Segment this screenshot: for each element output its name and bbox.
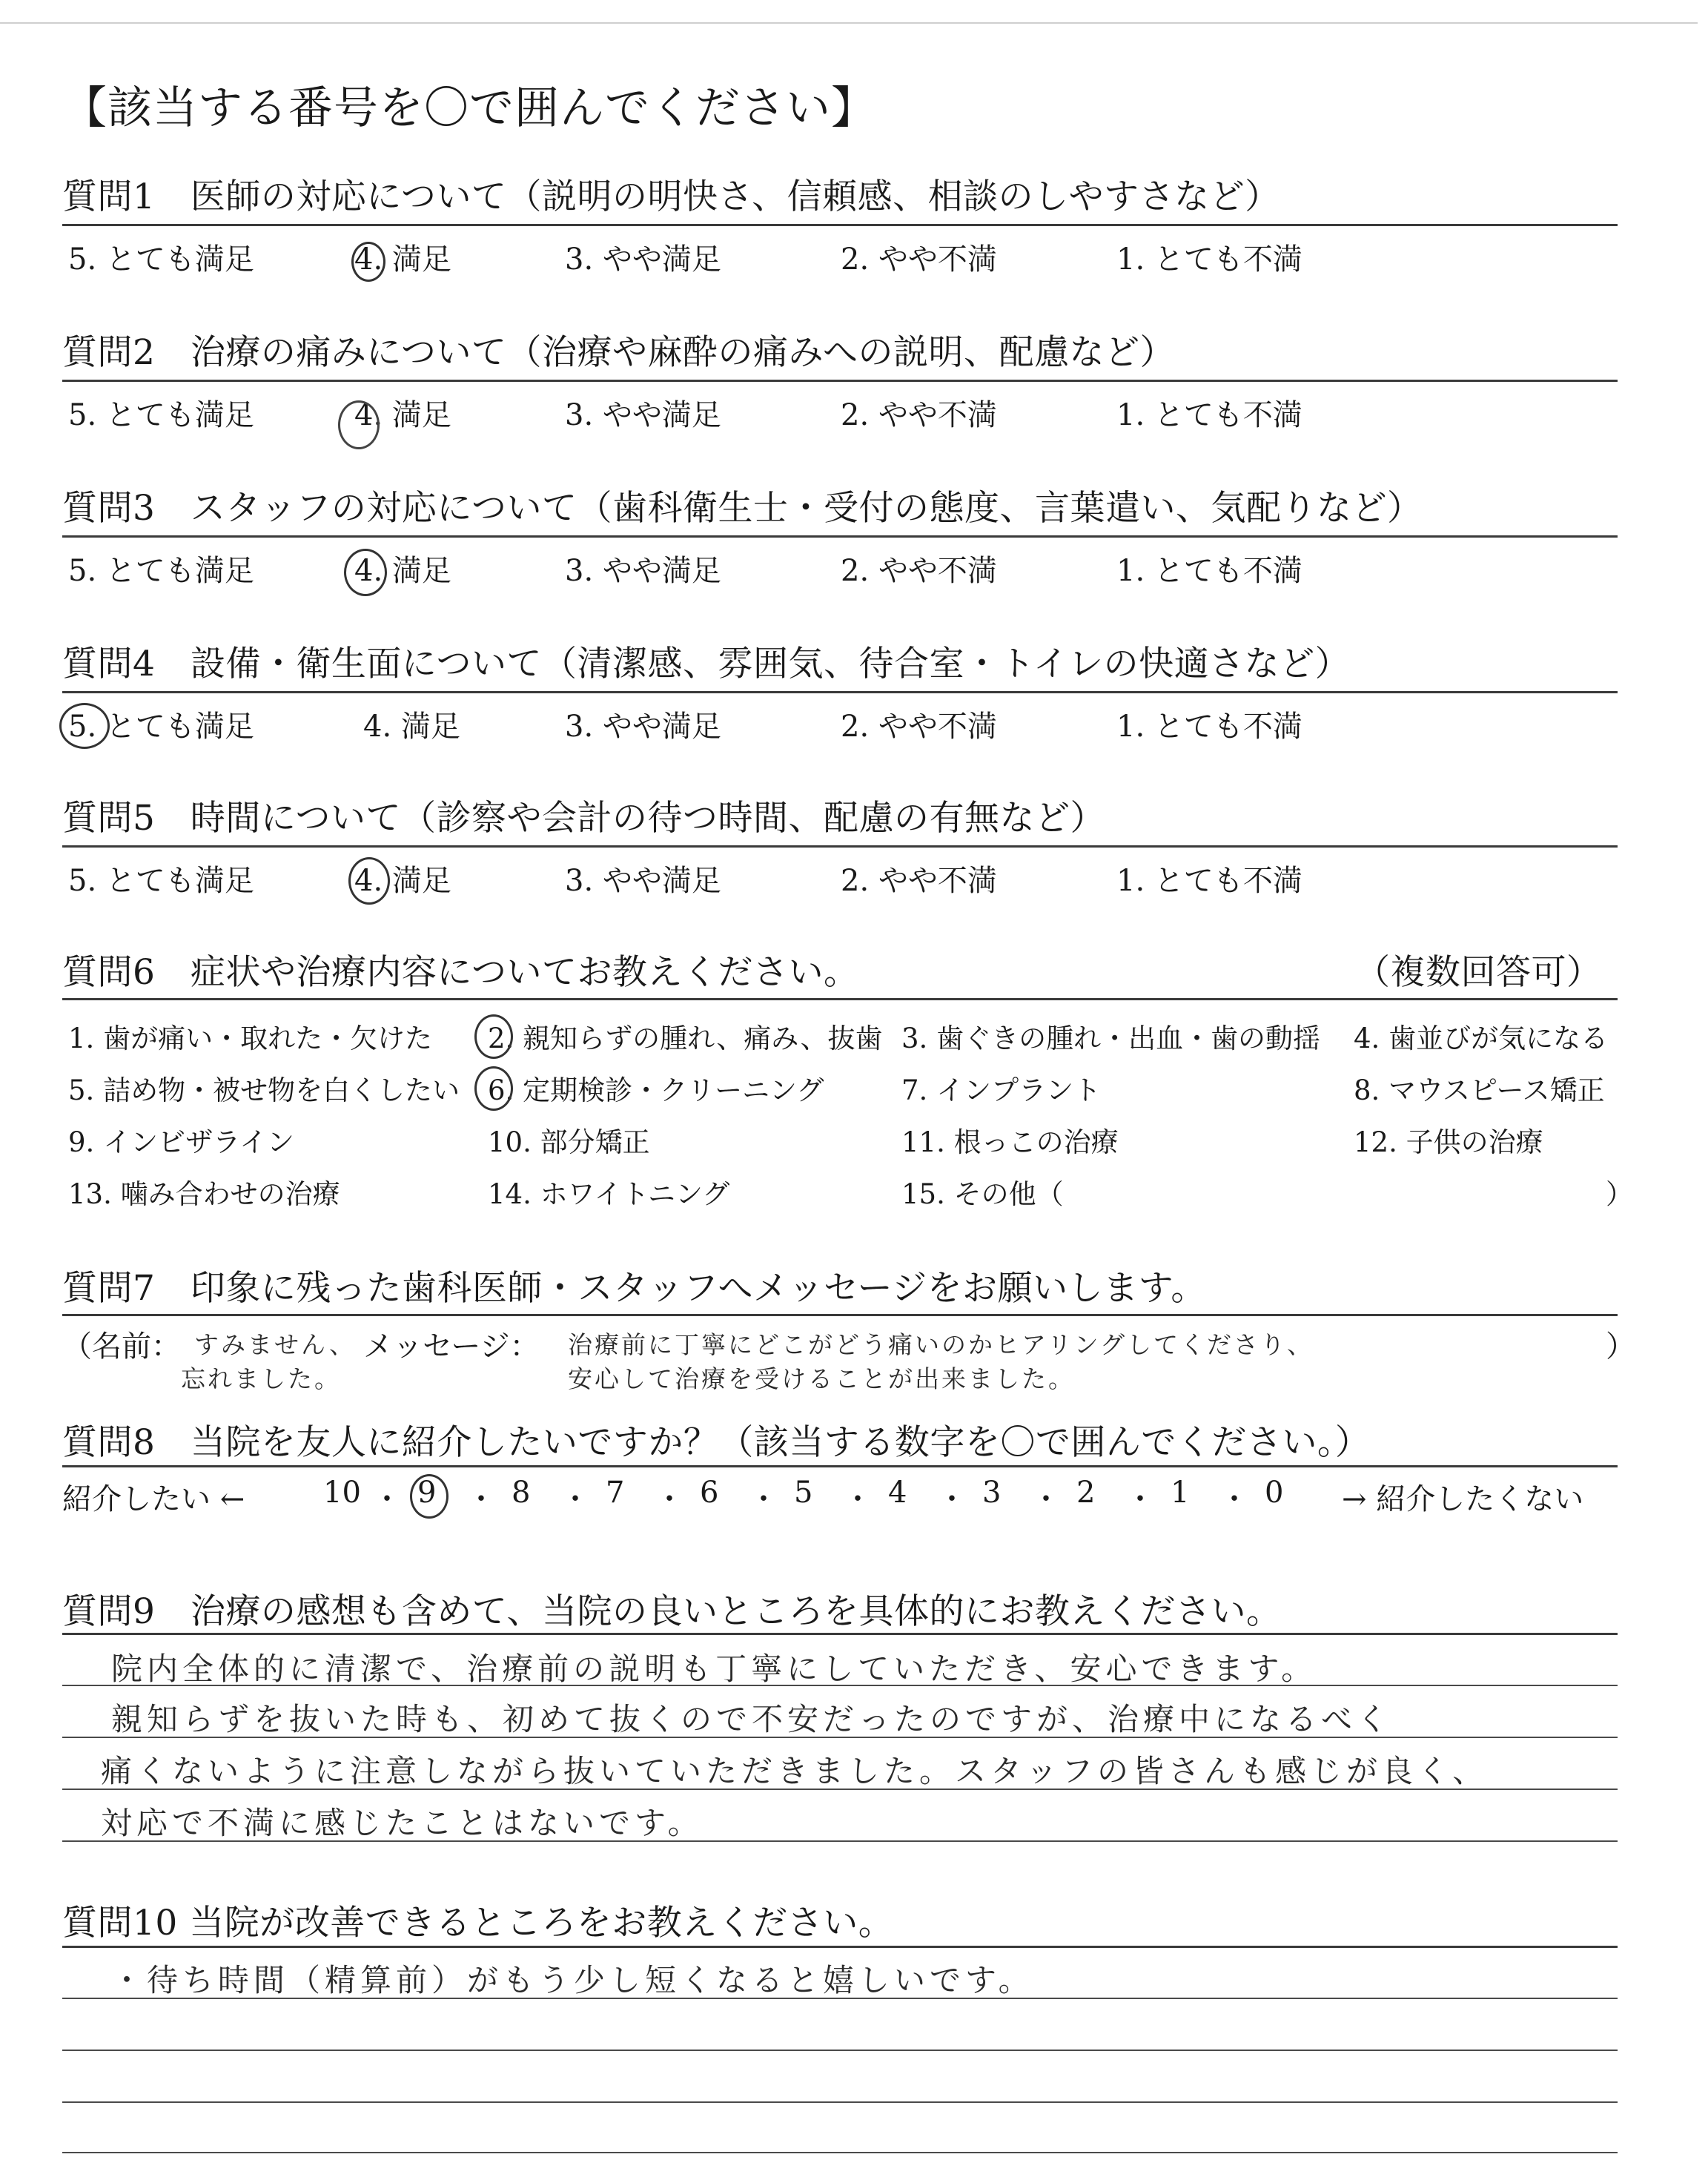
q9-title: 質問9 治療の感想も含めて、当院の良いところを具体的にお教えください。 (62, 1591, 1282, 1632)
q5-option-5[interactable]: 5. とても満足 (68, 864, 254, 898)
q6-rule (62, 998, 1618, 1000)
q8-scale-separator: ・ (466, 1482, 496, 1516)
q2-title: 質問2 治療の痛みについて（治療や麻酔の痛みへの説明、配慮など） (62, 332, 1176, 373)
q8-scale-separator: ・ (1031, 1482, 1061, 1516)
q2-rule (62, 380, 1618, 382)
q7-name-label: （名前： (62, 1330, 181, 1364)
q7-close: ） (1606, 1330, 1635, 1364)
q4-option-1[interactable]: 1. とても不満 (1116, 710, 1302, 744)
q8-scale-9[interactable]: 9 (417, 1476, 437, 1510)
q5-option-4[interactable]: 4. 満足 (354, 864, 451, 898)
q7-name-line2: 忘れました。 (181, 1364, 341, 1393)
q8-selection-circle (410, 1474, 448, 1519)
q8-scale-5[interactable]: 5 (794, 1476, 813, 1510)
q4-option-3[interactable]: 3. やや満足 (565, 710, 721, 744)
q3-option-1[interactable]: 1. とても不満 (1116, 554, 1302, 588)
q3-option-5[interactable]: 5. とても満足 (68, 554, 254, 588)
q6-option-9[interactable]: 9. インビザライン (68, 1126, 294, 1158)
q6-option-12[interactable]: 12. 子供の治療 (1354, 1126, 1543, 1158)
q10-answer-line-1: ・待ち時間（精算前）がもう少し短くなると嬉しいです。 (111, 1962, 1034, 1998)
q8-title: 質問8 当院を友人に紹介したいですか？（該当する数字を〇で囲んでください。） (62, 1422, 1371, 1463)
q8-scale-1[interactable]: 1 (1171, 1476, 1190, 1510)
q1-option-4[interactable]: 4. 満足 (354, 242, 451, 277)
q7-title: 質問7 印象に残った歯科医師・スタッフへメッセージをお願いします。 (62, 1268, 1206, 1309)
q3-option-4[interactable]: 4. 満足 (354, 554, 451, 588)
q3-rule (62, 535, 1618, 538)
q8-scale-separator: ・ (749, 1482, 778, 1516)
q4-option-5[interactable]: 5. とても満足 (68, 710, 254, 744)
q4-option-4[interactable]: 4. 満足 (363, 710, 460, 744)
q6-note: （複数回答可） (1355, 952, 1602, 993)
q6-option-7[interactable]: 7. インプラント (901, 1074, 1102, 1106)
q9-rule-0 (62, 1633, 1618, 1635)
q10-rule-0 (62, 1946, 1618, 1948)
q2-option-3[interactable]: 3. やや満足 (565, 398, 721, 432)
q7-rule (62, 1314, 1618, 1316)
q7-name-line1: すみません、 (194, 1330, 356, 1359)
q6-title: 質問6 症状や治療内容についてお教えください。 (62, 952, 859, 993)
q6-option-5[interactable]: 5. 詰め物・被せ物を白くしたい (68, 1074, 460, 1106)
q5-rule (62, 845, 1618, 848)
q7-message-line2: 安心して治療を受けることが出来ました。 (568, 1364, 1075, 1393)
q2-option-2[interactable]: 2. やや不満 (841, 398, 997, 432)
q6-option-6[interactable]: 6. 定期検診・クリーニング (488, 1074, 824, 1106)
q4-selection-circle (59, 703, 110, 749)
q9-answer-line-4: 対応で不満に感じたことはないです。 (101, 1805, 704, 1841)
q4-title: 質問4 設備・衛生面について（清潔感、雰囲気、待合室・トイレの快適さなど） (62, 644, 1351, 684)
q2-option-1[interactable]: 1. とても不満 (1116, 398, 1302, 432)
q7-message-line1: 治療前に丁寧にどこがどう痛いのかヒアリングしてくださり、 (568, 1330, 1314, 1359)
q1-option-3[interactable]: 3. やや満足 (565, 242, 721, 277)
q6-option-15-close: ） (1606, 1178, 1633, 1210)
page-heading: 【該当する番号を〇で囲んでください】 (62, 82, 876, 134)
q8-scale-4[interactable]: 4 (888, 1476, 907, 1510)
q1-option-1[interactable]: 1. とても不満 (1116, 242, 1302, 277)
q6-option-14[interactable]: 14. ホワイトニング (488, 1178, 730, 1210)
q1-rule (62, 224, 1618, 226)
q8-left-label: 紹介したい ← (62, 1482, 245, 1516)
q8-scale-separator: ・ (655, 1482, 684, 1516)
q2-option-5[interactable]: 5. とても満足 (68, 398, 254, 432)
q5-option-1[interactable]: 1. とても不満 (1116, 864, 1302, 898)
q9-answer-line-3: 痛くないように注意しながら抜いていただきました。スタッフの皆さんも感じが良く、 (101, 1753, 1489, 1789)
top-border (0, 22, 1698, 24)
q3-option-2[interactable]: 2. やや不満 (841, 554, 997, 588)
q8-scale-separator: ・ (1125, 1482, 1155, 1516)
q1-option-5[interactable]: 5. とても満足 (68, 242, 254, 277)
q8-scale-8[interactable]: 8 (512, 1476, 531, 1510)
q8-right-label: → 紹介したくない (1342, 1482, 1584, 1516)
q6-option-10[interactable]: 10. 部分矯正 (488, 1126, 650, 1158)
q6-option-1[interactable]: 1. 歯が痛い・取れた・欠けた (68, 1023, 433, 1054)
q6-option-8[interactable]: 8. マウスピース矯正 (1354, 1074, 1605, 1106)
q10-title: 質問10 当院が改善できるところをお教えください。 (62, 1903, 894, 1943)
q10-rule-3 (62, 2101, 1618, 2103)
q8-scale-0[interactable]: 0 (1265, 1476, 1284, 1510)
q8-scale-2[interactable]: 2 (1076, 1476, 1096, 1510)
q8-scale-3[interactable]: 3 (982, 1476, 1002, 1510)
q8-scale-separator: ・ (372, 1482, 402, 1516)
q8-scale-separator: ・ (1219, 1482, 1249, 1516)
q1-option-2[interactable]: 2. やや不満 (841, 242, 997, 277)
q8-scale-separator: ・ (843, 1482, 873, 1516)
q4-rule (62, 691, 1618, 693)
q5-title: 質問5 時間について（診察や会計の待つ時間、配慮の有無など） (62, 798, 1105, 839)
q9-answer-line-2: 親知らずを抜いた時も、初めて抜くので不安だったのですが、治療中になるべく (111, 1701, 1393, 1737)
q3-title: 質問3 スタッフの対応について（歯科衛生士・受付の態度、言葉遣い、気配りなど） (62, 488, 1423, 529)
q5-option-2[interactable]: 2. やや不満 (841, 864, 997, 898)
q5-selection-circle (348, 857, 390, 905)
q6-selection-circle-2 (474, 1014, 513, 1059)
q10-rule-2 (62, 2050, 1618, 2051)
q2-selection-circle (338, 400, 380, 449)
q3-selection-circle (344, 549, 387, 596)
q8-rule (62, 1465, 1618, 1467)
q6-selection-circle-6 (474, 1066, 513, 1111)
q6-option-13[interactable]: 13. 噛み合わせの治療 (68, 1178, 340, 1210)
q1-title: 質問1 医師の対応について（説明の明快さ、信頼感、相談のしやすさなど） (62, 176, 1280, 217)
q8-scale-6[interactable]: 6 (700, 1476, 719, 1510)
q1-selection-circle (351, 242, 385, 282)
q6-option-3[interactable]: 3. 歯ぐきの腫れ・出血・歯の動揺 (901, 1023, 1321, 1054)
q3-option-3[interactable]: 3. やや満足 (565, 554, 721, 588)
q9-answer-line-1: 院内全体的に清潔で、治療前の説明も丁寧にしていただき、安心できます。 (111, 1651, 1317, 1687)
q6-option-2[interactable]: 2. 親知らずの腫れ、痛み、抜歯 (488, 1023, 883, 1054)
q5-option-3[interactable]: 3. やや満足 (565, 864, 721, 898)
q8-scale-10[interactable]: 10 (323, 1476, 361, 1510)
q8-scale-separator: ・ (560, 1482, 590, 1516)
q6-option-15[interactable]: 15. その他（ (901, 1178, 1064, 1210)
q10-rule-4 (62, 2152, 1618, 2153)
q6-option-11[interactable]: 11. 根っこの治療 (901, 1126, 1119, 1158)
q4-option-2[interactable]: 2. やや不満 (841, 710, 997, 744)
q8-scale-7[interactable]: 7 (606, 1476, 625, 1510)
q2-option-4[interactable]: 4. 満足 (354, 398, 451, 432)
q8-scale-separator: ・ (937, 1482, 967, 1516)
q6-option-4[interactable]: 4. 歯並びが気になる (1354, 1023, 1609, 1054)
q7-message-label: メッセージ： (363, 1330, 540, 1364)
